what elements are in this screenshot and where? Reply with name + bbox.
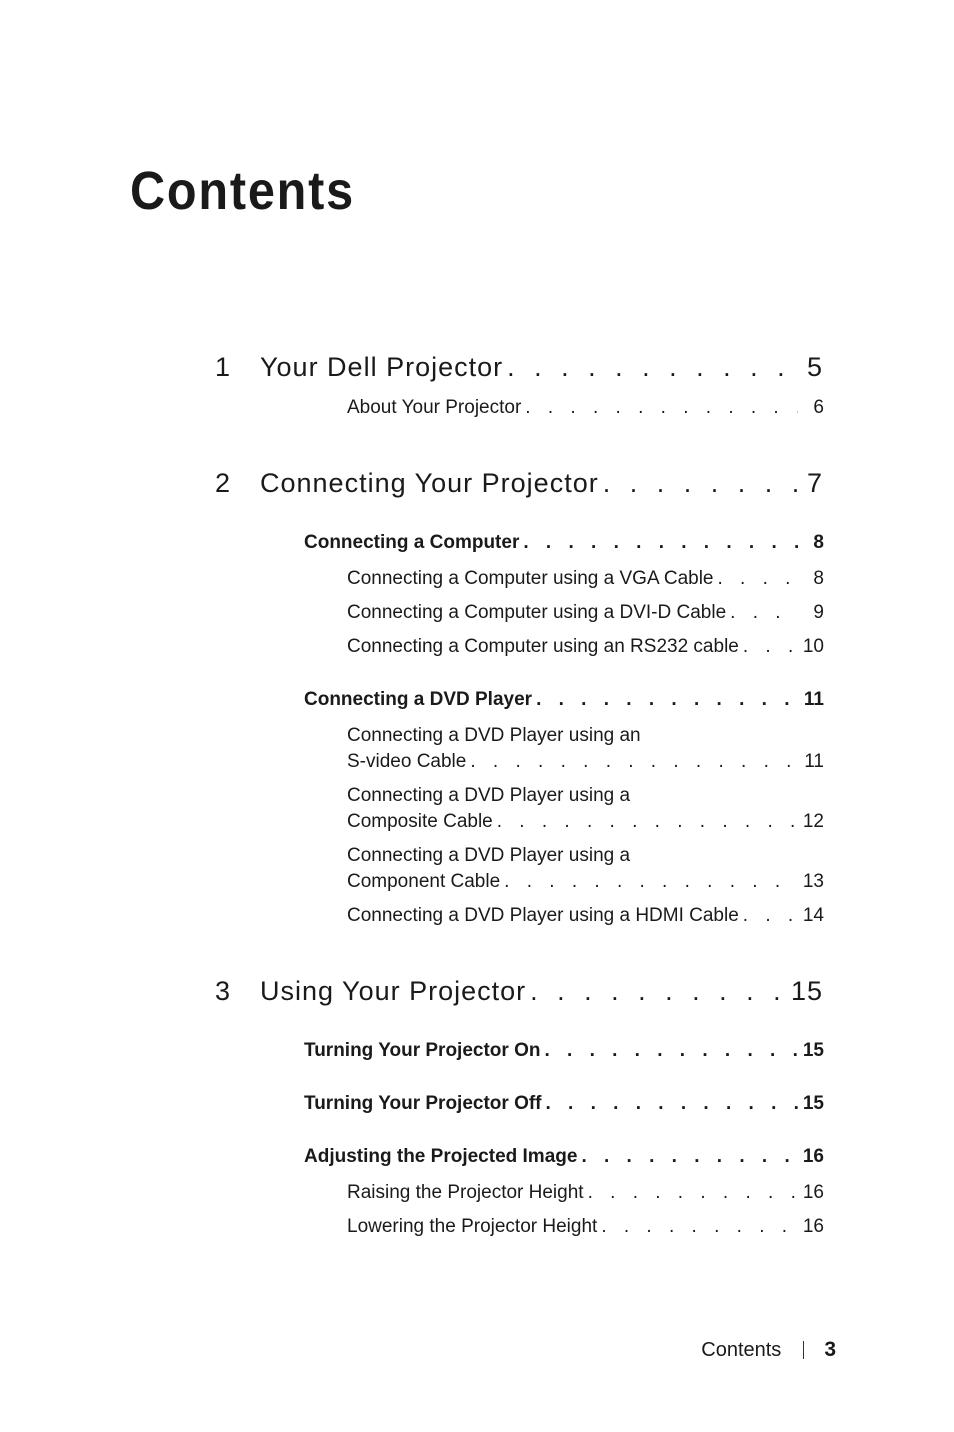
dot-leader <box>730 602 798 624</box>
page-number: 9 <box>813 602 824 623</box>
entry-title-line1: Connecting a DVD Player using a <box>347 845 631 866</box>
page-number: 8 <box>813 568 824 589</box>
entry-title: Connecting a Computer using an RS232 cable <box>347 636 739 657</box>
toc-entry-dvd-hdmi[interactable] <box>347 905 824 927</box>
dot-leader <box>743 905 798 927</box>
toc-entry-about-projector[interactable] <box>347 397 824 419</box>
toc-chapter-3[interactable] <box>215 976 823 1007</box>
dot-leader <box>743 636 798 658</box>
toc-section-connecting-dvd[interactable] <box>304 689 824 711</box>
dot-leader <box>718 568 799 590</box>
footer-divider <box>803 1341 804 1359</box>
toc-entry-computer-vga[interactable] <box>347 568 824 590</box>
entry-title: Raising the Projector Height <box>347 1182 584 1203</box>
toc-section-adjusting-image[interactable] <box>304 1146 824 1168</box>
chapter-title: Your Dell Projector <box>260 352 504 382</box>
footer-label: Contents <box>701 1338 782 1361</box>
entry-title: About Your Projector <box>347 397 522 418</box>
entry-title-line2: Composite Cable <box>347 811 493 832</box>
dot-leader <box>497 811 798 833</box>
toc-entry-computer-rs232[interactable] <box>347 636 824 658</box>
entry-title-line2: Component Cable <box>347 871 501 892</box>
entry-title: Connecting a Computer using a DVI-D Cable <box>347 602 727 623</box>
dot-leader <box>507 352 801 383</box>
page-title: Contents <box>130 161 355 221</box>
page-number: 16 <box>802 1216 824 1237</box>
page-number: 15 <box>790 976 823 1006</box>
page-number: 16 <box>802 1146 824 1167</box>
page-number: 15 <box>802 1040 824 1061</box>
entry-title: Connecting a DVD Player using a HDMI Cable <box>347 905 739 926</box>
toc-entry-dvd-component[interactable] <box>347 845 824 893</box>
dot-leader <box>530 976 787 1007</box>
dot-leader <box>544 1040 798 1062</box>
entry-title-line1: Connecting a DVD Player using a <box>347 785 631 806</box>
page-number: 6 <box>813 397 824 418</box>
toc-entry-dvd-composite[interactable] <box>347 785 824 833</box>
chapter-number: 3 <box>215 976 232 1006</box>
toc-entry-raising-height[interactable] <box>347 1182 824 1204</box>
toc-chapter-1[interactable] <box>215 352 823 383</box>
page-number: 13 <box>802 871 824 892</box>
section-title: Turning Your Projector On <box>304 1040 541 1061</box>
dot-leader <box>504 871 798 893</box>
toc-entry-computer-dvid[interactable] <box>347 602 824 624</box>
page-number: 10 <box>802 636 824 657</box>
chapter-title: Using Your Projector <box>260 976 527 1006</box>
dot-leader <box>603 468 801 499</box>
section-title: Connecting a Computer <box>304 532 520 553</box>
chapter-number: 2 <box>215 468 232 498</box>
entry-title-line1: Connecting a DVD Player using an <box>347 725 641 746</box>
dot-leader <box>546 1093 799 1115</box>
dot-leader <box>525 397 798 419</box>
section-title: Adjusting the Projected Image <box>304 1146 578 1167</box>
toc-section-turning-on[interactable] <box>304 1040 824 1062</box>
page-number: 14 <box>802 905 824 926</box>
footer-page-number: 3 <box>824 1338 836 1361</box>
page-number: 11 <box>804 751 824 772</box>
page-number: 11 <box>803 689 824 710</box>
dot-leader <box>470 751 798 773</box>
toc-section-turning-off[interactable] <box>304 1093 824 1115</box>
toc-entry-lowering-height[interactable] <box>347 1216 824 1238</box>
toc-entry-dvd-svideo[interactable] <box>347 725 824 773</box>
entry-title: Connecting a Computer using a VGA Cable <box>347 568 714 589</box>
dot-leader <box>601 1216 798 1238</box>
page-number: 12 <box>802 811 824 832</box>
dot-leader <box>523 532 798 554</box>
entry-title: Lowering the Projector Height <box>347 1216 598 1237</box>
page-number: 16 <box>802 1182 824 1203</box>
page-footer <box>640 1338 836 1362</box>
section-title: Turning Your Projector Off <box>304 1093 542 1114</box>
toc-chapter-2[interactable] <box>215 468 823 499</box>
page-number: 5 <box>806 352 823 382</box>
section-title: Connecting a DVD Player <box>304 689 533 710</box>
dot-leader <box>581 1146 798 1168</box>
page-number: 15 <box>802 1093 824 1114</box>
toc-section-connecting-computer[interactable] <box>304 532 824 554</box>
chapter-number: 1 <box>215 352 232 382</box>
entry-title-line2: S-video Cable <box>347 751 467 772</box>
page-number: 8 <box>813 532 824 553</box>
dot-leader <box>588 1182 798 1204</box>
chapter-title: Connecting Your Projector <box>260 468 599 498</box>
dot-leader <box>536 689 798 711</box>
page-number: 7 <box>806 468 823 498</box>
